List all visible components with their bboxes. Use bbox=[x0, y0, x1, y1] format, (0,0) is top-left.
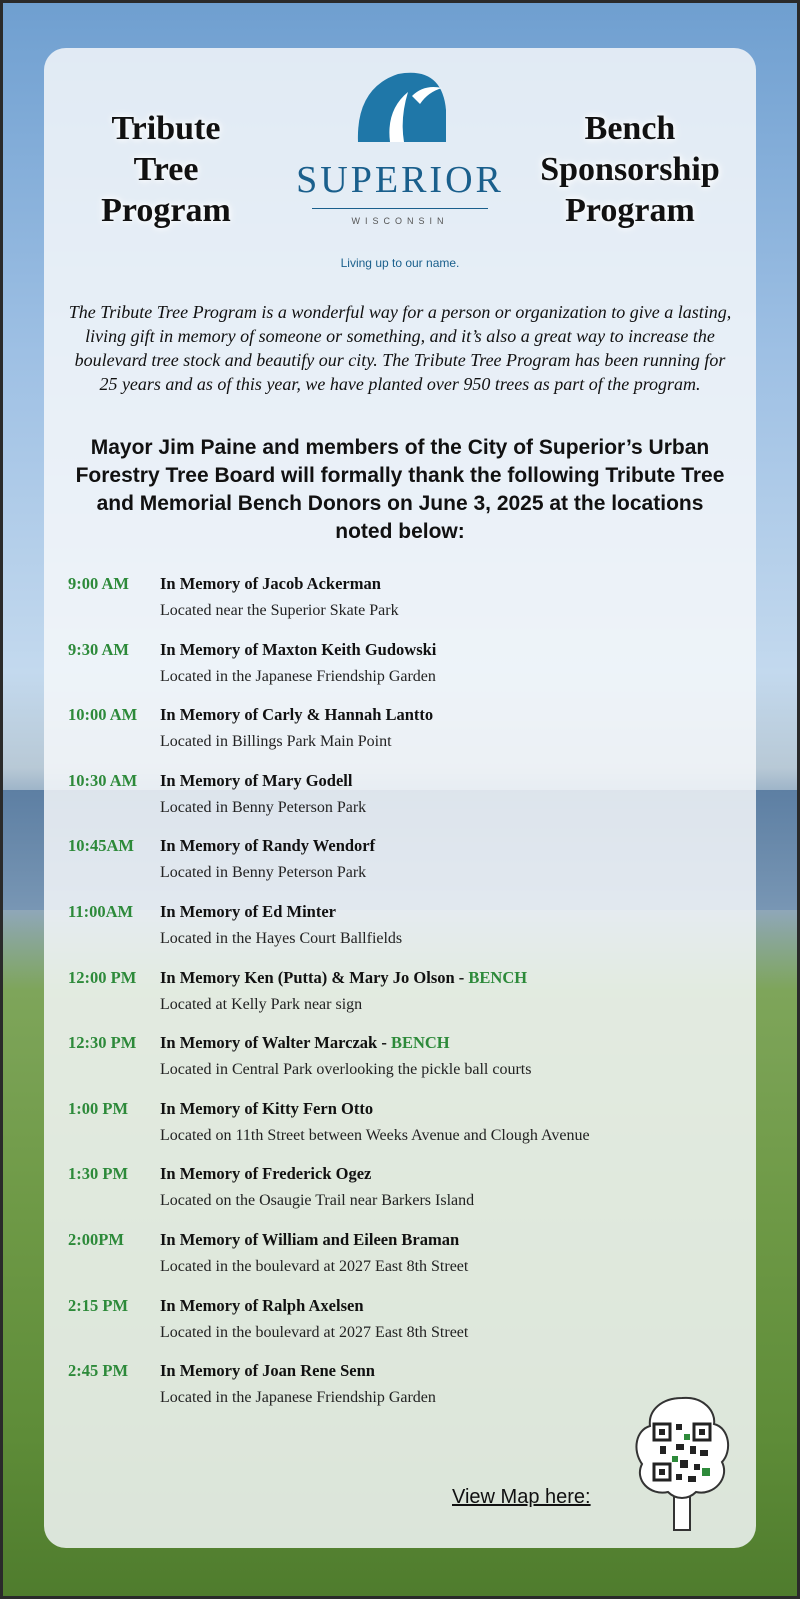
entry-time: 12:00 PM bbox=[68, 967, 137, 987]
schedule-entry bbox=[68, 771, 748, 837]
entry-memory: In Memory of Joan Rene Senn bbox=[160, 1361, 375, 1381]
entry-time: 1:00 PM bbox=[68, 1098, 129, 1118]
bench-tag: BENCH bbox=[390, 1033, 450, 1053]
entry-memory: In Memory of Carly & Hannah Lantto bbox=[160, 705, 434, 725]
entry-memory: In Memory of Walter Marczak - BENCH bbox=[160, 1033, 450, 1053]
entry-time: 11:00AM bbox=[68, 901, 134, 921]
entry-memory: In Memory of Randy Wendorf bbox=[160, 836, 376, 856]
logo-tagline: Living up to our name. bbox=[340, 256, 460, 270]
entry-location: Located in the Japanese Friendship Garden bbox=[160, 1389, 436, 1407]
entry-location: Located in the Japanese Friendship Garden bbox=[160, 667, 436, 685]
entry-time: 2:15 PM bbox=[68, 1295, 129, 1315]
program-intro: The Tribute Tree Program is a wonderful way for a person or organization to give a lasting, living gift in memory of someone or something, and it’s also a great way to increase the boulevard tree stock and beautify our city. The Tribute Tree Program has been running for 25 years and as of this year, we have planted over 950 trees as part of the program. bbox=[68, 302, 732, 394]
view-map-link[interactable]: View Map here: bbox=[452, 1486, 591, 1508]
entry-location: Located on the Osaugie Trail near Barkers Island bbox=[160, 1192, 475, 1210]
entry-time: 12:30 PM bbox=[68, 1033, 137, 1053]
tribute-title-line: Tree bbox=[133, 151, 199, 188]
tree-qr-code-icon[interactable] bbox=[632, 1394, 732, 1534]
bench-tag: BENCH bbox=[468, 967, 528, 987]
entry-memory: In Memory of Jacob Ackerman bbox=[160, 574, 381, 593]
entry-memory: In Memory of Kitty Fern Otto bbox=[160, 1098, 374, 1118]
schedule-entry bbox=[68, 574, 748, 640]
entry-location: Located in the Hayes Court Ballfields bbox=[160, 929, 403, 947]
bench-title-line: Bench bbox=[584, 110, 676, 147]
entry-time: 2:00PM bbox=[68, 1229, 124, 1249]
entry-memory: In Memory of Ed Minter bbox=[160, 901, 336, 921]
entry-time: 10:00 AM bbox=[68, 705, 138, 725]
logo-divider bbox=[312, 208, 488, 209]
entry-location: Located in Benny Peterson Park bbox=[160, 864, 367, 882]
entry-memory: In Memory of Mary Godell bbox=[160, 770, 353, 790]
entry-location: Located in Benny Peterson Park bbox=[160, 798, 367, 816]
schedule-entry bbox=[68, 1230, 748, 1296]
entry-memory: In Memory of Frederick Ogez bbox=[160, 1164, 372, 1184]
logo-state: WISCONSIN bbox=[351, 216, 449, 226]
schedule-list bbox=[68, 574, 748, 1427]
entry-location: Located in Central Park overlooking the pickle ball courts bbox=[160, 1061, 532, 1079]
tribute-tree-title bbox=[46, 108, 286, 231]
event-headline: Mayor Jim Paine and members of the City of Superior’s Urban Forestry Tree Board will formally thank the following Tribute Tree and Memorial Bench Donors on June 3, 2025 at the locations noted below: bbox=[75, 436, 725, 543]
entry-memory: In Memory of Maxton Keith Gudowski bbox=[160, 639, 437, 659]
superior-logo bbox=[290, 70, 510, 280]
schedule-entry bbox=[68, 1099, 748, 1165]
entry-memory: In Memory Ken (Putta) & Mary Jo Olson - BENCH bbox=[160, 967, 528, 987]
schedule-entry bbox=[68, 640, 748, 706]
bench-sponsorship-title bbox=[510, 108, 750, 231]
entry-location: Located in the boulevard at 2027 East 8th Street bbox=[160, 1323, 469, 1341]
entry-location: Located on 11th Street between Weeks Avenue and Clough Avenue bbox=[160, 1126, 590, 1144]
entry-memory: In Memory of William and Eileen Braman bbox=[160, 1229, 460, 1249]
schedule-entry bbox=[68, 902, 748, 968]
entry-location: Located in the boulevard at 2027 East 8th Street bbox=[160, 1257, 469, 1275]
schedule-entry bbox=[68, 968, 748, 1034]
schedule-entry bbox=[68, 1164, 748, 1230]
schedule-entry bbox=[68, 836, 748, 902]
entry-memory: In Memory of Ralph Axelsen bbox=[160, 1295, 364, 1315]
entry-time: 1:30 PM bbox=[68, 1164, 129, 1184]
schedule-entry bbox=[68, 705, 748, 771]
bench-title-line: Program bbox=[565, 192, 695, 229]
logo-wordmark: SUPERIOR bbox=[296, 159, 504, 201]
entry-time: 9:00 AM bbox=[68, 574, 129, 593]
entry-time: 10:45AM bbox=[68, 836, 134, 856]
entry-location: Located in Billings Park Main Point bbox=[160, 733, 392, 751]
tribute-title-line: Program bbox=[101, 192, 231, 229]
tribute-title-line: Tribute bbox=[111, 110, 221, 147]
bench-title-line: Sponsorship bbox=[540, 151, 720, 188]
schedule-entry bbox=[68, 1033, 748, 1099]
schedule-entry bbox=[68, 1296, 748, 1362]
entry-time: 2:45 PM bbox=[68, 1361, 129, 1381]
logo-sail-icon bbox=[350, 70, 450, 146]
entry-location: Located at Kelly Park near sign bbox=[160, 995, 363, 1013]
entry-time: 10:30 AM bbox=[68, 770, 138, 790]
entry-time: 9:30 AM bbox=[68, 639, 129, 659]
entry-location: Located near the Superior Skate Park bbox=[160, 602, 399, 619]
